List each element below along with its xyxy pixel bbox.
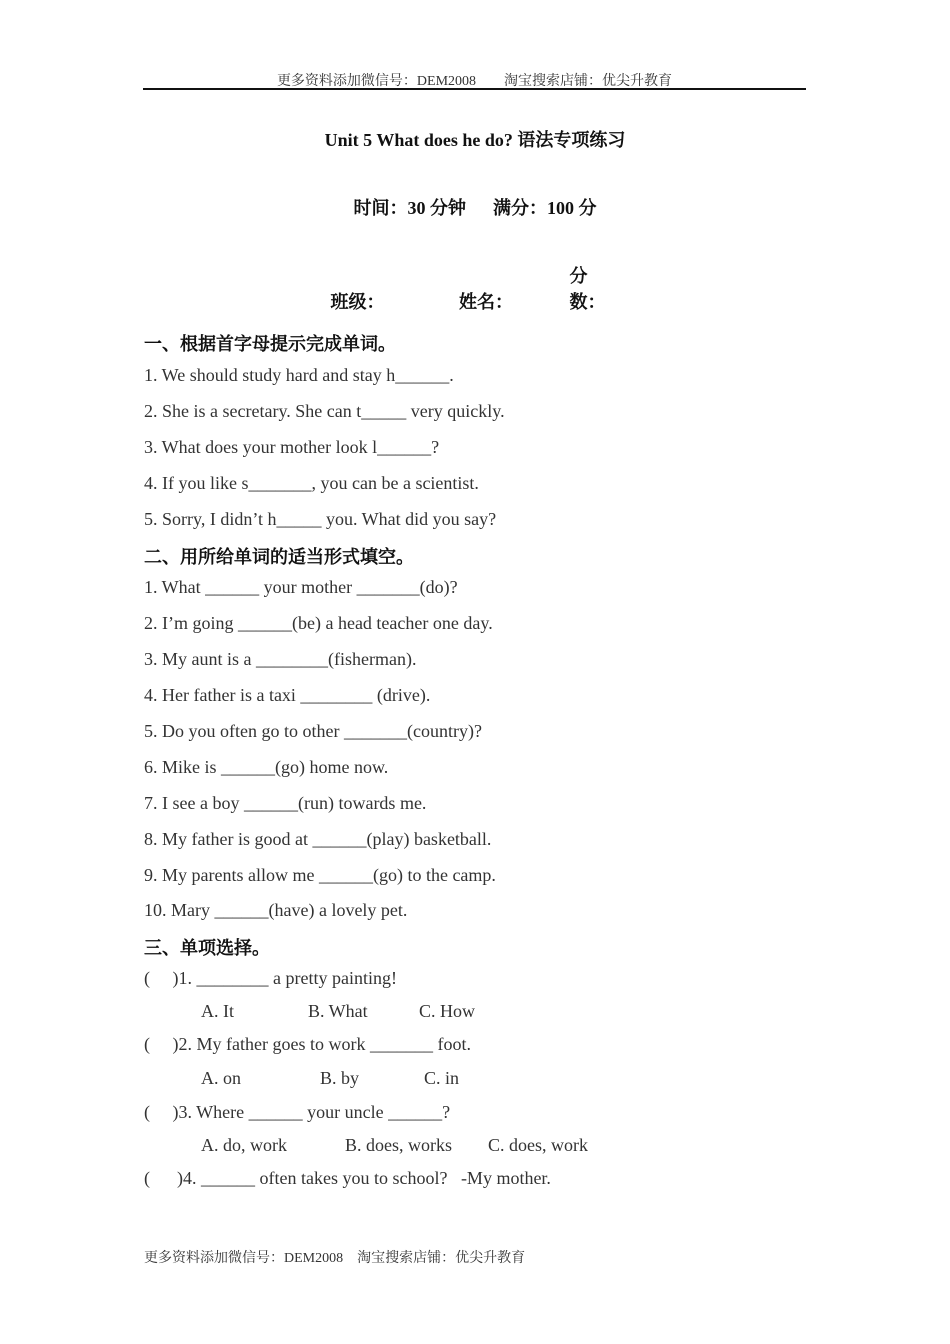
question-stem: ( )3. Where ______ your uncle ______?: [144, 1102, 451, 1122]
question-stem: ( )1. ________ a pretty painting!: [144, 968, 397, 988]
question-stem: ( )4. ______ often takes you to school? -My mother.: [144, 1168, 551, 1188]
section-1-heading: 一、根据首字母提示完成单词。: [144, 334, 396, 354]
list-item: 3. My aunt is a ________(fisherman).: [144, 649, 417, 669]
time-label: 时间：30 分钟: [353, 198, 466, 218]
list-item: 10. Mary ______(have) a lovely pet.: [144, 900, 408, 920]
list-item: 4. If you like s_______, you can be a scientist.: [144, 473, 479, 493]
list-item: 6. Mike is ______(go) home now.: [144, 757, 389, 777]
exam-meta: [0, 194, 950, 220]
list-item: 5. Do you often go to other _______(country)?: [144, 721, 482, 741]
list-item: 1. We should study hard and stay h______.: [144, 365, 454, 385]
list-item: 4. Her father is a taxi ________ (drive).: [144, 685, 431, 705]
full-score-label: 满分：100 分: [493, 198, 597, 218]
option-a: A. It: [201, 1001, 234, 1021]
option-b: B. by: [320, 1068, 360, 1088]
page-header: 更多资料添加微信号：DEM2008 淘宝搜索店铺：优尖升教育: [276, 74, 673, 89]
class-label: 班级：: [330, 292, 385, 312]
list-item: 5. Sorry, I didn’t h_____ you. What did you say?: [144, 509, 497, 529]
section-2-heading: 二、用所给单词的适当形式填空。: [144, 547, 414, 567]
list-item: 9. My parents allow me ______(go) to the camp.: [144, 865, 496, 885]
question-stem: ( )2. My father goes to work _______ foot.: [144, 1034, 471, 1054]
list-item: 8. My father is good at ______(play) basketball.: [144, 829, 492, 849]
list-item: 2. She is a secretary. She can t_____ very quickly.: [144, 401, 505, 421]
list-item: 7. I see a boy ______(run) towards me.: [144, 793, 427, 813]
section-3-heading: 三、单项选择。: [144, 938, 270, 958]
option-b: B. does, works: [345, 1135, 452, 1155]
header-divider: [143, 88, 806, 90]
list-item: 2. I’m going ______(be) a head teacher one day.: [144, 613, 493, 633]
option-b: B. What: [308, 1001, 368, 1021]
student-info: [0, 262, 950, 314]
page-title: Unit 5 What does he do? 语法专项练习: [324, 130, 626, 150]
option-a: A. on: [201, 1068, 241, 1088]
option-a: A. do, work: [201, 1135, 287, 1155]
option-c: C. How: [419, 1001, 476, 1021]
list-item: 3. What does your mother look l______?: [144, 437, 440, 457]
score-label: 分数：: [569, 266, 606, 312]
page-footer: 更多资料添加微信号：DEM2008 淘宝搜索店铺：优尖升教育: [144, 1251, 526, 1266]
option-c: C. does, work: [488, 1135, 588, 1155]
name-label: 姓名：: [459, 292, 513, 312]
option-c: C. in: [424, 1068, 460, 1088]
list-item: 1. What ______ your mother _______(do)?: [144, 577, 458, 597]
